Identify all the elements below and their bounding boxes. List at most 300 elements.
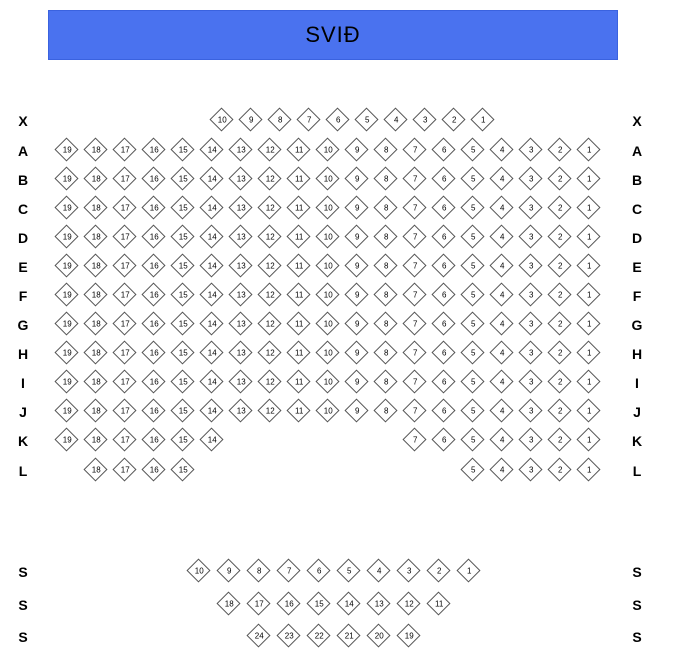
seat[interactable]: [576, 195, 600, 219]
seat[interactable]: [383, 107, 407, 131]
row-label-left: G: [17, 317, 29, 333]
seat-number: 17: [120, 232, 130, 242]
seat[interactable]: [576, 311, 600, 335]
seat[interactable]: [518, 427, 542, 451]
seat[interactable]: [576, 224, 600, 248]
seat[interactable]: [373, 369, 397, 393]
seat[interactable]: [402, 137, 426, 161]
seat[interactable]: [54, 398, 78, 422]
seat-number: 1: [586, 290, 592, 300]
seat[interactable]: [228, 282, 252, 306]
seat[interactable]: [296, 107, 320, 131]
seat[interactable]: [489, 253, 513, 277]
seat[interactable]: [518, 369, 542, 393]
seat[interactable]: [518, 398, 542, 422]
seat[interactable]: [402, 369, 426, 393]
seat[interactable]: [54, 137, 78, 161]
seat[interactable]: [257, 340, 281, 364]
seat[interactable]: [402, 166, 426, 190]
seat-number: 5: [470, 261, 476, 271]
seat[interactable]: [315, 224, 339, 248]
seat[interactable]: [141, 224, 165, 248]
seat[interactable]: [518, 166, 542, 190]
seat-number: 7: [412, 290, 418, 300]
seat[interactable]: [216, 558, 240, 582]
seat[interactable]: [54, 311, 78, 335]
seat[interactable]: [402, 253, 426, 277]
seat[interactable]: [547, 311, 571, 335]
seat[interactable]: [199, 369, 223, 393]
seat[interactable]: [141, 457, 165, 481]
seat[interactable]: [489, 311, 513, 335]
seat-number: 17: [120, 406, 130, 416]
seat[interactable]: [489, 282, 513, 306]
seat[interactable]: [315, 282, 339, 306]
seat[interactable]: [199, 253, 223, 277]
seat[interactable]: [431, 137, 455, 161]
seat-number: 19: [62, 145, 72, 155]
seat[interactable]: [518, 195, 542, 219]
seat-number: 18: [91, 465, 101, 475]
seat[interactable]: [199, 166, 223, 190]
seat[interactable]: [336, 558, 360, 582]
seat[interactable]: [112, 340, 136, 364]
seat[interactable]: [257, 398, 281, 422]
seat[interactable]: [489, 224, 513, 248]
seat[interactable]: [141, 427, 165, 451]
seat[interactable]: [257, 369, 281, 393]
seat[interactable]: [396, 558, 420, 582]
seat[interactable]: [431, 282, 455, 306]
seat-number: 3: [528, 348, 534, 358]
seat[interactable]: [402, 282, 426, 306]
seat-number: 10: [323, 174, 333, 184]
seat[interactable]: [547, 137, 571, 161]
seat[interactable]: [141, 311, 165, 335]
seat[interactable]: [431, 253, 455, 277]
seat[interactable]: [216, 591, 240, 615]
seat[interactable]: [257, 311, 281, 335]
seat[interactable]: [460, 166, 484, 190]
seat-number: 13: [374, 599, 384, 609]
seat[interactable]: [141, 253, 165, 277]
seat[interactable]: [547, 369, 571, 393]
seat[interactable]: [576, 253, 600, 277]
seat[interactable]: [402, 195, 426, 219]
seat[interactable]: [431, 166, 455, 190]
seat[interactable]: [402, 224, 426, 248]
seat[interactable]: [431, 340, 455, 364]
seat-number: 11: [295, 145, 304, 155]
seat[interactable]: [170, 311, 194, 335]
seat[interactable]: [402, 427, 426, 451]
seat[interactable]: [286, 253, 310, 277]
seat[interactable]: [460, 457, 484, 481]
seat[interactable]: [199, 427, 223, 451]
seat[interactable]: [306, 623, 330, 647]
seat-number: 19: [62, 174, 72, 184]
seat[interactable]: [112, 282, 136, 306]
seat[interactable]: [170, 340, 194, 364]
seat-number: 1: [586, 406, 592, 416]
seat[interactable]: [431, 195, 455, 219]
seat-number: 18: [91, 435, 101, 445]
seat[interactable]: [489, 457, 513, 481]
seat[interactable]: [344, 224, 368, 248]
seat[interactable]: [547, 340, 571, 364]
seat[interactable]: [141, 340, 165, 364]
seat[interactable]: [460, 427, 484, 451]
seat[interactable]: [576, 457, 600, 481]
seat[interactable]: [518, 457, 542, 481]
seat[interactable]: [83, 282, 107, 306]
seat[interactable]: [344, 253, 368, 277]
seat[interactable]: [112, 195, 136, 219]
seat[interactable]: [141, 369, 165, 393]
seat[interactable]: [209, 107, 233, 131]
seat-number: 2: [557, 435, 563, 445]
seat[interactable]: [576, 398, 600, 422]
seat[interactable]: [344, 137, 368, 161]
row-label-right: A: [631, 143, 643, 159]
seat-number: 5: [470, 203, 476, 213]
seat[interactable]: [396, 591, 420, 615]
seat[interactable]: [460, 224, 484, 248]
seat[interactable]: [286, 137, 310, 161]
seat[interactable]: [489, 398, 513, 422]
seat[interactable]: [456, 558, 480, 582]
seat[interactable]: [54, 224, 78, 248]
seat-number: 14: [207, 261, 217, 271]
seat[interactable]: [141, 166, 165, 190]
seat[interactable]: [286, 398, 310, 422]
seat[interactable]: [83, 253, 107, 277]
seat[interactable]: [83, 166, 107, 190]
seat[interactable]: [373, 253, 397, 277]
seat[interactable]: [576, 137, 600, 161]
seat[interactable]: [460, 195, 484, 219]
seat[interactable]: [489, 166, 513, 190]
seat[interactable]: [315, 195, 339, 219]
seat[interactable]: [518, 224, 542, 248]
seat[interactable]: [286, 311, 310, 335]
seat[interactable]: [373, 166, 397, 190]
seat-number: 6: [441, 348, 447, 358]
seat[interactable]: [83, 369, 107, 393]
seat[interactable]: [547, 457, 571, 481]
seat[interactable]: [373, 224, 397, 248]
seat[interactable]: [83, 224, 107, 248]
seat[interactable]: [54, 427, 78, 451]
seat[interactable]: [315, 369, 339, 393]
seat-number: 15: [178, 174, 188, 184]
seat-number: 6: [335, 115, 341, 125]
seat[interactable]: [402, 340, 426, 364]
seat[interactable]: [441, 107, 465, 131]
seat[interactable]: [366, 623, 390, 647]
seat[interactable]: [396, 623, 420, 647]
seat[interactable]: [518, 340, 542, 364]
seat[interactable]: [170, 427, 194, 451]
seat[interactable]: [170, 282, 194, 306]
seat[interactable]: [199, 137, 223, 161]
seat[interactable]: [170, 195, 194, 219]
seat[interactable]: [460, 369, 484, 393]
seat[interactable]: [373, 137, 397, 161]
seat[interactable]: [228, 369, 252, 393]
seat[interactable]: [257, 195, 281, 219]
seat[interactable]: [344, 369, 368, 393]
seat[interactable]: [257, 224, 281, 248]
seat[interactable]: [228, 340, 252, 364]
seat[interactable]: [576, 340, 600, 364]
seat[interactable]: [170, 457, 194, 481]
seat[interactable]: [54, 253, 78, 277]
seat[interactable]: [460, 282, 484, 306]
seat[interactable]: [315, 253, 339, 277]
seat[interactable]: [54, 166, 78, 190]
row-label-left: L: [18, 463, 28, 479]
seat[interactable]: [83, 457, 107, 481]
seat[interactable]: [199, 195, 223, 219]
seat[interactable]: [199, 282, 223, 306]
seat[interactable]: [112, 427, 136, 451]
seat[interactable]: [402, 398, 426, 422]
seat[interactable]: [228, 166, 252, 190]
seat[interactable]: [228, 195, 252, 219]
seat[interactable]: [276, 558, 300, 582]
seat[interactable]: [489, 195, 513, 219]
seat[interactable]: [83, 137, 107, 161]
seat[interactable]: [344, 282, 368, 306]
seat[interactable]: [228, 224, 252, 248]
seat[interactable]: [412, 107, 436, 131]
seat[interactable]: [431, 427, 455, 451]
seat[interactable]: [286, 195, 310, 219]
seat-number: 3: [528, 203, 534, 213]
seat[interactable]: [112, 166, 136, 190]
seat[interactable]: [547, 195, 571, 219]
seat[interactable]: [426, 558, 450, 582]
seat-number: 3: [528, 406, 534, 416]
seat[interactable]: [344, 398, 368, 422]
seat[interactable]: [431, 224, 455, 248]
seat[interactable]: [518, 282, 542, 306]
seat[interactable]: [286, 282, 310, 306]
seat[interactable]: [246, 558, 270, 582]
seat[interactable]: [489, 427, 513, 451]
seat[interactable]: [112, 369, 136, 393]
seat[interactable]: [83, 340, 107, 364]
seat[interactable]: [170, 253, 194, 277]
seat-number: 15: [178, 406, 188, 416]
seat[interactable]: [460, 137, 484, 161]
seat[interactable]: [373, 195, 397, 219]
seat[interactable]: [344, 340, 368, 364]
seat[interactable]: [460, 311, 484, 335]
seat[interactable]: [276, 623, 300, 647]
seat[interactable]: [112, 253, 136, 277]
seat[interactable]: [354, 107, 378, 131]
seat[interactable]: [112, 224, 136, 248]
seat[interactable]: [141, 398, 165, 422]
seat[interactable]: [170, 398, 194, 422]
seat[interactable]: [246, 591, 270, 615]
seat[interactable]: [344, 195, 368, 219]
seat[interactable]: [366, 591, 390, 615]
seat-number: 18: [91, 145, 101, 155]
seat[interactable]: [170, 166, 194, 190]
seat[interactable]: [344, 311, 368, 335]
seat[interactable]: [83, 311, 107, 335]
seat[interactable]: [489, 369, 513, 393]
seat[interactable]: [576, 166, 600, 190]
seat[interactable]: [426, 591, 450, 615]
seat[interactable]: [246, 623, 270, 647]
seat-number: 1: [586, 203, 592, 213]
seat[interactable]: [518, 311, 542, 335]
seat-number: 10: [323, 261, 333, 271]
seat[interactable]: [431, 311, 455, 335]
row-label-right: I: [635, 375, 639, 391]
seat[interactable]: [431, 398, 455, 422]
seat[interactable]: [325, 107, 349, 131]
seat[interactable]: [315, 311, 339, 335]
seat[interactable]: [431, 369, 455, 393]
seat[interactable]: [112, 311, 136, 335]
seat[interactable]: [141, 137, 165, 161]
seat[interactable]: [228, 311, 252, 335]
seat[interactable]: [112, 457, 136, 481]
seat-number: 9: [354, 406, 360, 416]
seat-number: 7: [412, 435, 418, 445]
seat[interactable]: [402, 311, 426, 335]
seat[interactable]: [373, 311, 397, 335]
seat-number: 12: [265, 232, 275, 242]
seat[interactable]: [54, 340, 78, 364]
seat[interactable]: [547, 224, 571, 248]
seat[interactable]: [170, 137, 194, 161]
seat[interactable]: [373, 398, 397, 422]
seat[interactable]: [344, 166, 368, 190]
seat-number: 10: [323, 145, 333, 155]
row-label-left: S: [18, 564, 28, 580]
seat[interactable]: [315, 137, 339, 161]
seat[interactable]: [112, 398, 136, 422]
seat-number: 16: [149, 203, 159, 213]
seat[interactable]: [547, 282, 571, 306]
seat[interactable]: [267, 107, 291, 131]
seat[interactable]: [286, 224, 310, 248]
seat[interactable]: [315, 398, 339, 422]
seat-number: 16: [149, 377, 159, 387]
seat[interactable]: [186, 558, 210, 582]
seat[interactable]: [306, 558, 330, 582]
seat[interactable]: [141, 195, 165, 219]
seat[interactable]: [315, 340, 339, 364]
seat[interactable]: [83, 195, 107, 219]
seat-number: 14: [344, 599, 354, 609]
seat[interactable]: [286, 369, 310, 393]
seat[interactable]: [228, 253, 252, 277]
stage-banner: [48, 10, 618, 60]
seat[interactable]: [286, 340, 310, 364]
seat[interactable]: [170, 224, 194, 248]
seat[interactable]: [576, 369, 600, 393]
seat[interactable]: [547, 253, 571, 277]
seat[interactable]: [286, 166, 310, 190]
seat[interactable]: [276, 591, 300, 615]
seat[interactable]: [199, 224, 223, 248]
seat[interactable]: [141, 282, 165, 306]
seat[interactable]: [199, 398, 223, 422]
seat[interactable]: [112, 137, 136, 161]
seat[interactable]: [199, 340, 223, 364]
seat-number: 9: [354, 145, 360, 155]
seat[interactable]: [83, 427, 107, 451]
seat[interactable]: [83, 398, 107, 422]
seat-number: 12: [265, 290, 275, 300]
seat-number: 13: [236, 174, 246, 184]
seat[interactable]: [460, 253, 484, 277]
seat[interactable]: [228, 398, 252, 422]
seat[interactable]: [336, 591, 360, 615]
seat-number: 8: [383, 377, 389, 387]
seat-number: 3: [528, 377, 534, 387]
seat-number: 18: [91, 203, 101, 213]
seat[interactable]: [576, 282, 600, 306]
seat[interactable]: [336, 623, 360, 647]
seat[interactable]: [547, 398, 571, 422]
seat[interactable]: [518, 137, 542, 161]
seat[interactable]: [470, 107, 494, 131]
seat[interactable]: [199, 311, 223, 335]
seat[interactable]: [54, 282, 78, 306]
seat[interactable]: [257, 166, 281, 190]
seat[interactable]: [576, 427, 600, 451]
seat[interactable]: [257, 137, 281, 161]
seat[interactable]: [373, 340, 397, 364]
seat[interactable]: [257, 253, 281, 277]
seat-number: 1: [586, 377, 592, 387]
seat-number: 12: [265, 203, 275, 213]
seat[interactable]: [547, 427, 571, 451]
seat[interactable]: [306, 591, 330, 615]
seat[interactable]: [228, 137, 252, 161]
seat[interactable]: [238, 107, 262, 131]
seat[interactable]: [547, 166, 571, 190]
seat[interactable]: [489, 137, 513, 161]
seat[interactable]: [54, 195, 78, 219]
seat-number: 19: [62, 203, 72, 213]
seat[interactable]: [518, 253, 542, 277]
seat-number: 17: [120, 261, 130, 271]
seat[interactable]: [257, 282, 281, 306]
seat[interactable]: [54, 369, 78, 393]
seat-number: 16: [149, 435, 159, 445]
seat-number: 1: [586, 348, 592, 358]
seat[interactable]: [460, 340, 484, 364]
seat[interactable]: [489, 340, 513, 364]
seat[interactable]: [315, 166, 339, 190]
seat[interactable]: [460, 398, 484, 422]
seat[interactable]: [170, 369, 194, 393]
seat-number: 17: [120, 435, 130, 445]
seat-number: 19: [62, 319, 72, 329]
seat-number: 3: [528, 290, 534, 300]
seat[interactable]: [366, 558, 390, 582]
seat[interactable]: [373, 282, 397, 306]
